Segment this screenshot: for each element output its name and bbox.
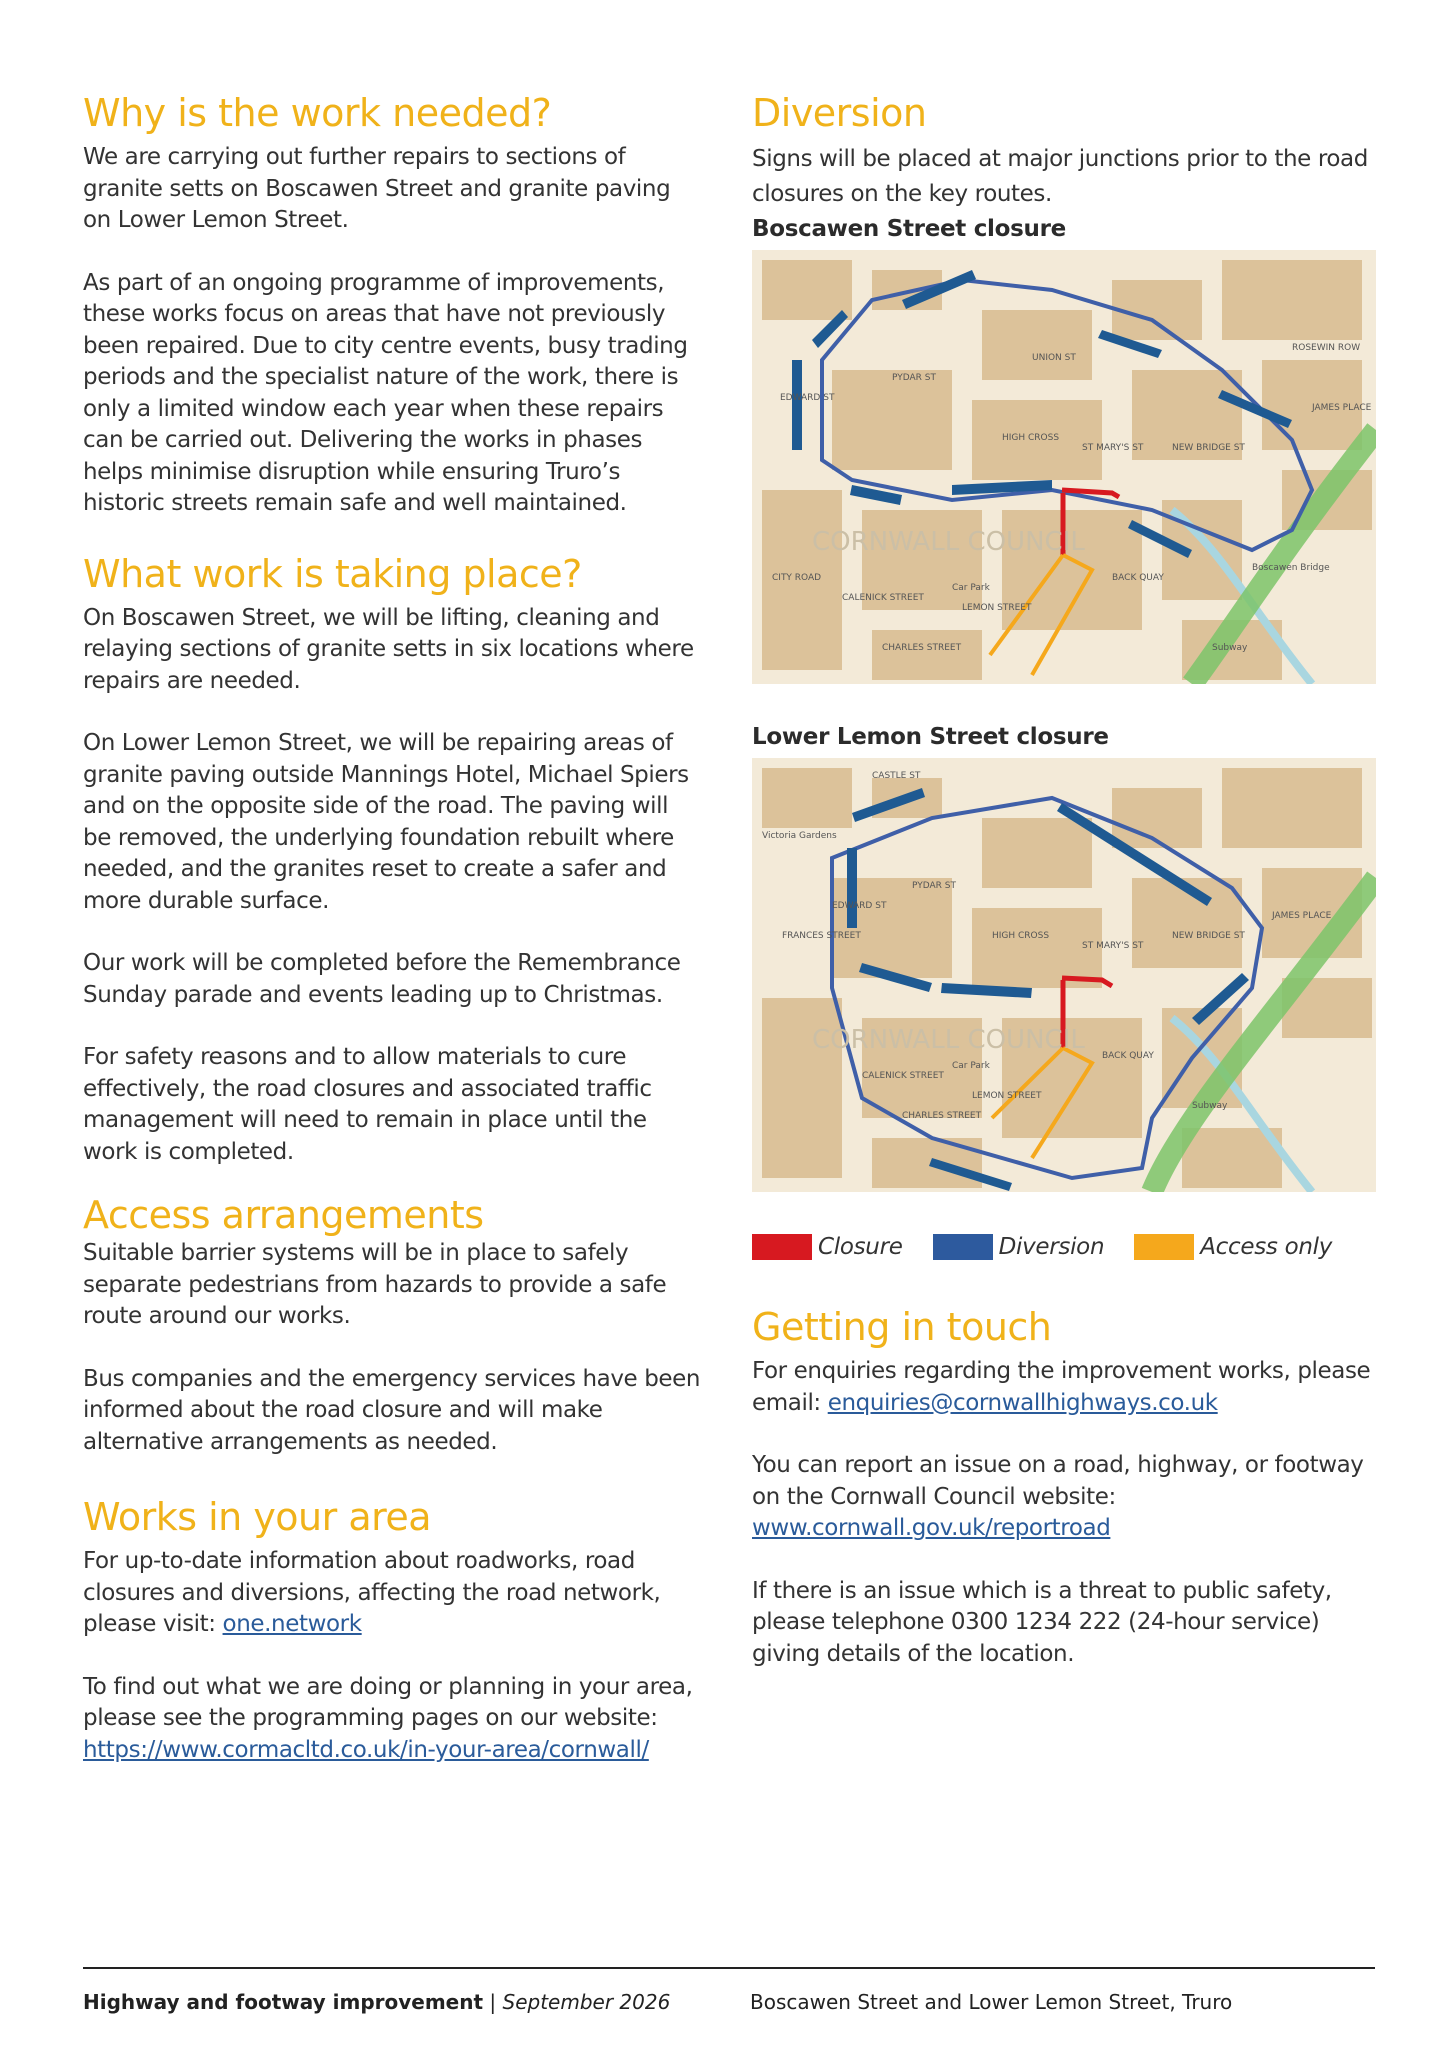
footer-location: Boscawen Street and Lower Lemon Street, Truro <box>750 1990 1233 2014</box>
works-paragraph-1 <box>83 1546 703 1641</box>
heading-works: Works in your area <box>83 1495 432 1539</box>
works-paragraph-2-text: To find out what we are doing or planning in your area, please see the programming pages on our website: <box>83 1673 693 1731</box>
map1-label-6: BACK QUAY <box>1112 573 1164 583</box>
map1-label-7: CHARLES STREET <box>882 643 962 653</box>
map2-label-8: CHARLES STREET <box>902 1111 982 1121</box>
map1-label-11: CALENICK STREET <box>842 593 924 603</box>
section-contact <box>752 1304 1392 1670</box>
map2-label-13: Subway <box>1192 1101 1228 1111</box>
map1-label-14: Subway <box>1212 643 1248 653</box>
map-boscawen <box>752 250 1376 684</box>
contact-paragraph-1-text: For enquiries regarding the improvement works, please email: <box>752 1358 1371 1416</box>
contact-paragraph-3: If there is an issue which is a threat to public safety, please telephone 0300 1234 222 (24-hour service) giving details of the location. <box>752 1577 1332 1667</box>
heading-what: What work is taking place? <box>83 551 582 596</box>
heading-contact: Getting in touch <box>752 1305 1052 1349</box>
closure-swatch <box>752 1234 812 1260</box>
section-works <box>83 1494 703 1766</box>
works-paragraph-2 <box>83 1672 703 1767</box>
diversion-swatch <box>933 1234 993 1260</box>
cormac-link[interactable]: https://www.cormacltd.co.uk/in-your-area/cornwall/ <box>83 1736 649 1763</box>
map2-label-2: EDWARD ST <box>832 901 887 911</box>
legend-diversion-label: Diversion <box>998 1234 1105 1260</box>
map1-watermark: CORNWALL COUNCIL <box>812 527 1085 557</box>
footer-date: September 2026 <box>502 1990 671 2014</box>
footer-title <box>83 1990 670 2014</box>
access-swatch <box>1134 1234 1194 1260</box>
footer-divider <box>83 1967 1375 1969</box>
what-paragraph-2: On Lower Lemon Street, we will be repairing areas of granite paving outside Mannings Hotel, Michael Spiers and on the opposite side of the road. The paving will be removed, the underlying foundation rebuilt where needed, and the granites reset to create a safer and more durable surface. <box>83 730 689 914</box>
map1-label-3: HIGH CROSS <box>1002 433 1060 443</box>
map1-label-16: ROSEWIN ROW <box>1292 343 1361 353</box>
access-paragraph-2: Bus companies and the emergency services have been informed about the road closure and will make alternative arrangements as needed. <box>83 1365 701 1455</box>
map2-label-14: Victoria Gardens <box>762 831 837 841</box>
contact-paragraph-2 <box>752 1450 1392 1545</box>
legend-closure <box>752 1234 903 1260</box>
footer-separator: | <box>483 1990 503 2014</box>
section-why <box>83 90 703 520</box>
contact-paragraph-1 <box>752 1356 1392 1419</box>
legend-access-label: Access only <box>1200 1234 1333 1260</box>
heading-diversion: Diversion <box>752 91 927 135</box>
map2-label-15: JAMES PLACE <box>1272 911 1332 921</box>
map1-label-8: CITY ROAD <box>772 573 822 583</box>
map2-label-1: CASTLE ST <box>872 771 921 781</box>
map1-label-13: Boscawen Bridge <box>1252 563 1330 573</box>
why-paragraph-2: As part of an ongoing programme of improvements, these works focus on areas that have not previously been repaired. Due to city centre events, busy trading periods and the specialist nature of the work, there is only a limited window each year when these repairs can be carried out. Delivering the works in phases helps minimise disruption while ensuring Truro’s historic streets remain safe and well maintained. <box>83 269 688 516</box>
access-paragraph-1: Suitable barrier systems will be in place to safely separate pedestrians from hazards to provide a safe route around our works. <box>83 1240 667 1329</box>
one-network-link[interactable]: one.network <box>222 1611 362 1637</box>
what-paragraph-4: For safety reasons and to allow materials to cure effectively, the road closures and associated traffic management will need to remain in place until the work is completed. <box>83 1044 652 1165</box>
map-legend <box>752 1232 1392 1262</box>
section-what <box>83 551 703 1169</box>
contact-paragraph-2-text: You can report an issue on a road, highway, or footway on the Cornwall Council website: <box>752 1452 1364 1510</box>
map1-label-4: ST MARY'S ST <box>1082 443 1144 453</box>
what-paragraph-1: On Boscawen Street, we will be lifting, cleaning and relaying sections of granite setts in six locations where repairs are needed. <box>83 604 694 694</box>
right-column <box>752 90 1392 1701</box>
why-paragraph-1: We are carrying out further repairs to sections of granite setts on Boscawen Street and granite paving on Lower Lemon Street. <box>83 144 671 233</box>
legend-closure-label: Closure <box>818 1234 903 1260</box>
map2-label-12: Car Park <box>952 1061 990 1071</box>
map2-label-6: NEW BRIDGE ST <box>1172 931 1245 941</box>
map1-label-5: NEW BRIDGE ST <box>1172 443 1245 453</box>
works-paragraph-1-text: For up-to-date information about roadworks, road closures and diversions, affecting the road network, please visit: <box>83 1548 661 1637</box>
map2-label-7: BACK QUAY <box>1102 1051 1154 1061</box>
footer-title-text: Highway and footway improvement <box>83 1990 484 2014</box>
map1-label-15: JAMES PLACE <box>1312 403 1372 413</box>
map2-label-10: FRANCES STREET <box>782 931 861 941</box>
heading-why: Why is the work needed? <box>83 91 552 135</box>
email-link[interactable]: enquiries@cornwallhighways.co.uk <box>827 1389 1218 1416</box>
map2-watermark: CORNWALL COUNCIL <box>812 1025 1085 1055</box>
legend-diversion <box>933 1234 1105 1260</box>
map2-label-3: PYDAR ST <box>912 881 956 891</box>
map2-label-5: ST MARY'S ST <box>1082 941 1144 951</box>
section-access <box>83 1192 703 1458</box>
map1-title: Boscawen Street closure <box>752 216 1066 242</box>
what-paragraph-3: Our work will be completed before the Remembrance Sunday parade and events leading up to Christmas. <box>83 950 681 1008</box>
map1-label-1: EDWARD ST <box>780 393 835 403</box>
left-column <box>83 90 703 1797</box>
map1-label-12: Car Park <box>952 583 990 593</box>
report-road-link[interactable]: www.cornwall.gov.uk/reportroad <box>752 1515 1111 1541</box>
map2-title: Lower Lemon Street closure <box>752 724 1109 750</box>
map1-label-10: UNION ST <box>1032 353 1076 363</box>
map1-label-2: PYDAR ST <box>892 373 936 383</box>
diversion-paragraph: Signs will be placed at major junctions prior to the road closures on the key routes. <box>752 146 1368 207</box>
heading-access: Access arrangements <box>83 1193 484 1237</box>
map2-label-4: HIGH CROSS <box>992 931 1050 941</box>
map2-label-9: LEMON STREET <box>972 1091 1042 1101</box>
map1-label-9: LEMON STREET <box>962 603 1032 613</box>
legend-access <box>1134 1234 1332 1260</box>
map-lower-lemon <box>752 758 1376 1192</box>
map2-label-11: CALENICK STREET <box>862 1071 944 1081</box>
